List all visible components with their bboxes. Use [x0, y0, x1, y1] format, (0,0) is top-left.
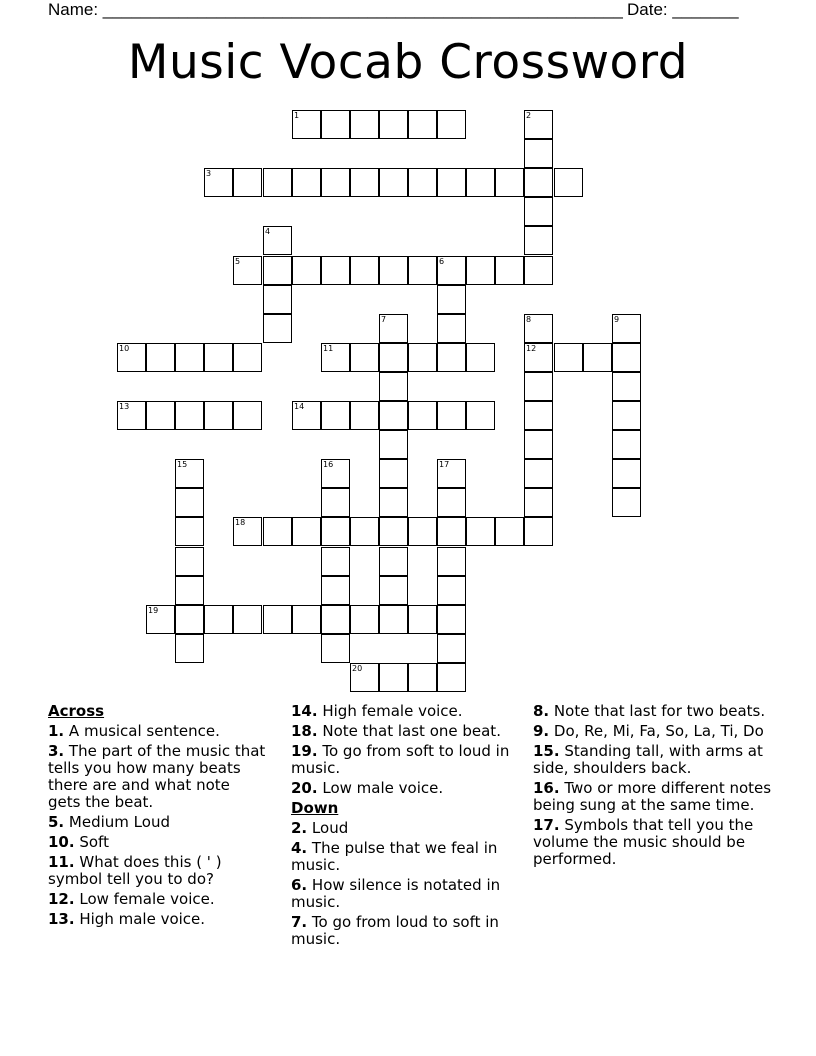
grid-cell[interactable] [321, 256, 350, 285]
grid-cell[interactable] [175, 576, 204, 605]
grid-cell[interactable] [321, 110, 350, 139]
clue-across-1 [48, 723, 266, 740]
clue-number-label: 8 [526, 315, 532, 324]
grid-cell[interactable] [379, 576, 408, 605]
grid-cell[interactable] [524, 430, 553, 459]
grid-cell[interactable] [408, 256, 437, 285]
clues-column-1 [48, 703, 266, 931]
clue-across-10 [48, 834, 266, 851]
grid-cell[interactable] [321, 547, 350, 576]
clue-number: 17. [533, 816, 560, 834]
grid-cell[interactable] [437, 285, 466, 314]
clue-text: To go from loud to soft in music. [291, 913, 499, 948]
clue-text: The part of the music that tells you how many beats there are and what note gets the beat. [48, 742, 266, 811]
clue-number: 12. [48, 890, 75, 908]
grid-cell[interactable] [263, 168, 292, 197]
grid-cell[interactable] [408, 168, 437, 197]
grid-cell[interactable] [321, 401, 350, 430]
grid-cell[interactable] [437, 663, 466, 692]
grid-cell[interactable] [408, 110, 437, 139]
clue-number-label: 19 [148, 606, 159, 615]
clue-number: 10. [48, 833, 75, 851]
grid-cell[interactable] [204, 343, 233, 372]
clue-text: To go from soft to loud in music. [291, 742, 510, 777]
grid-cell[interactable] [350, 110, 379, 139]
clue-across-19 [291, 743, 521, 777]
grid-cell[interactable] [379, 372, 408, 401]
grid-cell[interactable] [437, 401, 466, 430]
grid-cell[interactable] [612, 372, 641, 401]
across-heading: Across [48, 702, 105, 720]
grid-cell[interactable] [524, 139, 553, 168]
grid-cell[interactable] [175, 634, 204, 663]
clue-number: 9. [533, 722, 550, 740]
clue-across-20 [291, 780, 521, 797]
grid-cell[interactable] [263, 605, 292, 634]
grid-cell[interactable] [321, 576, 350, 605]
grid-cell[interactable] [495, 168, 524, 197]
clue-down-4 [291, 840, 521, 874]
grid-cell[interactable] [379, 110, 408, 139]
grid-cell[interactable] [495, 517, 524, 546]
clue-text: High female voice. [322, 702, 463, 720]
grid-cell[interactable] [175, 488, 204, 517]
clue-text: A musical sentence. [68, 722, 220, 740]
clue-down-7 [291, 914, 521, 948]
clue-number: 5. [48, 813, 65, 831]
clue-down-16 [533, 780, 773, 814]
grid-cell[interactable] [524, 256, 553, 285]
grid-cell[interactable] [612, 488, 641, 517]
grid-cell[interactable] [350, 401, 379, 430]
clue-down-9 [533, 723, 773, 740]
clue-number: 20. [291, 779, 318, 797]
grid-cell[interactable] [233, 343, 262, 372]
grid-cell[interactable] [583, 343, 612, 372]
clue-number: 13. [48, 910, 75, 928]
clue-number-label: 4 [265, 227, 271, 236]
clue-number-label: 2 [526, 111, 532, 120]
grid-cell[interactable] [204, 401, 233, 430]
grid-cell[interactable] [146, 343, 175, 372]
grid-cell[interactable] [612, 401, 641, 430]
clue-text: The pulse that we feal in music. [291, 839, 498, 874]
clue-across-13 [48, 911, 266, 928]
down-heading: Down [291, 799, 339, 817]
grid-cell[interactable] [379, 343, 408, 372]
clue-text: Two or more different notes being sung at the same time. [533, 779, 772, 814]
page-title: Music Vocab Crossword [127, 35, 689, 90]
grid-cell[interactable] [321, 517, 350, 546]
clue-text: Note that last for two beats. [553, 702, 766, 720]
clue-number: 14. [291, 702, 318, 720]
clue-across-18 [291, 723, 521, 740]
grid-cell[interactable] [524, 372, 553, 401]
grid-cell[interactable] [350, 256, 379, 285]
grid-cell[interactable] [524, 517, 553, 546]
grid-cell[interactable] [524, 197, 553, 226]
clue-number-label: 20 [352, 664, 363, 673]
clue-number-label: 17 [439, 460, 450, 469]
clue-number: 8. [533, 702, 550, 720]
grid-cell[interactable] [146, 401, 175, 430]
clue-text: Note that last one beat. [322, 722, 501, 740]
clue-number: 2. [291, 819, 308, 837]
grid-cell[interactable] [408, 401, 437, 430]
clue-across-3 [48, 743, 266, 811]
clue-number-label: 16 [323, 460, 334, 469]
clue-number-label: 10 [119, 344, 130, 353]
grid-cell[interactable] [524, 226, 553, 255]
clue-number: 16. [533, 779, 560, 797]
clue-text: Loud [311, 819, 349, 837]
grid-cell[interactable] [408, 343, 437, 372]
clue-text: Do, Re, Mi, Fa, So, La, Ti, Do [553, 722, 764, 740]
grid-cell[interactable] [524, 401, 553, 430]
grid-cell[interactable] [321, 488, 350, 517]
clue-number-label: 1 [294, 111, 300, 120]
grid-cell[interactable] [437, 343, 466, 372]
grid-cell[interactable] [379, 168, 408, 197]
grid-cell[interactable] [379, 430, 408, 459]
grid-cell[interactable] [379, 488, 408, 517]
grid-cell[interactable] [321, 634, 350, 663]
clue-number: 3. [48, 742, 65, 760]
clue-text: How silence is notated in music. [291, 876, 501, 911]
grid-cell[interactable] [350, 343, 379, 372]
grid-cell[interactable] [233, 401, 262, 430]
grid-cell[interactable] [379, 256, 408, 285]
grid-cell[interactable] [379, 663, 408, 692]
grid-cell[interactable] [292, 168, 321, 197]
grid-cell[interactable] [379, 605, 408, 634]
clue-number: 4. [291, 839, 308, 857]
clue-text: Symbols that tell you the volume the music should be performed. [533, 816, 754, 868]
grid-cell[interactable] [437, 634, 466, 663]
grid-cell[interactable] [408, 663, 437, 692]
clue-text: Standing tall, with arms at side, shoulders back. [533, 742, 763, 777]
grid-cell[interactable] [292, 517, 321, 546]
grid-cell[interactable] [554, 168, 583, 197]
grid-cell[interactable] [437, 605, 466, 634]
grid-cell[interactable] [437, 547, 466, 576]
grid-cell[interactable] [437, 517, 466, 546]
clue-number: 15. [533, 742, 560, 760]
grid-cell[interactable] [233, 168, 262, 197]
grid-cell[interactable] [233, 605, 262, 634]
grid-cell[interactable] [437, 488, 466, 517]
grid-cell[interactable] [408, 605, 437, 634]
grid-cell[interactable] [466, 517, 495, 546]
name-field-label: Name: _______________________________________________________ [48, 0, 623, 19]
grid-cell[interactable] [379, 547, 408, 576]
clue-down-6 [291, 877, 521, 911]
grid-cell[interactable] [175, 605, 204, 634]
grid-cell[interactable] [350, 517, 379, 546]
grid-cell[interactable] [466, 256, 495, 285]
grid-cell[interactable] [350, 605, 379, 634]
clue-down-2 [291, 820, 521, 837]
grid-cell[interactable] [495, 256, 524, 285]
clue-number: 19. [291, 742, 318, 760]
grid-cell[interactable] [437, 576, 466, 605]
clue-number: 7. [291, 913, 308, 931]
grid-cell[interactable] [379, 459, 408, 488]
clue-down-17 [533, 817, 773, 868]
clue-number-label: 9 [614, 315, 620, 324]
clues-column-2 [291, 703, 521, 951]
grid-cell[interactable] [612, 430, 641, 459]
clue-number: 6. [291, 876, 308, 894]
clue-number-label: 11 [323, 344, 334, 353]
clue-number-label: 13 [119, 402, 130, 411]
grid-cell[interactable] [466, 401, 495, 430]
grid-cell[interactable] [321, 605, 350, 634]
grid-cell[interactable] [554, 343, 583, 372]
grid-cell[interactable] [263, 517, 292, 546]
grid-cell[interactable] [437, 110, 466, 139]
grid-cell[interactable] [612, 459, 641, 488]
clue-down-8 [533, 703, 773, 720]
clue-down-15 [533, 743, 773, 777]
grid-cell[interactable] [175, 517, 204, 546]
clue-text: Low female voice. [79, 890, 215, 908]
grid-cell[interactable] [350, 168, 379, 197]
grid-cell[interactable] [175, 547, 204, 576]
clue-text: Low male voice. [322, 779, 444, 797]
clue-across-14 [291, 703, 521, 720]
clue-number-label: 18 [235, 518, 246, 527]
clue-number: 1. [48, 722, 65, 740]
grid-cell[interactable] [175, 343, 204, 372]
clue-number-label: 12 [526, 344, 537, 353]
grid-cell[interactable] [524, 168, 553, 197]
date-field-label: Date: _______ [627, 0, 739, 19]
clue-text: Medium Loud [68, 813, 170, 831]
clue-text: High male voice. [79, 910, 206, 928]
clue-number-label: 7 [381, 315, 387, 324]
clue-across-5 [48, 814, 266, 831]
grid-cell[interactable] [292, 256, 321, 285]
grid-cell[interactable] [466, 343, 495, 372]
grid-cell[interactable] [263, 314, 292, 343]
clue-number-label: 5 [235, 257, 241, 266]
grid-cell[interactable] [321, 168, 350, 197]
clue-across-11 [48, 854, 266, 888]
grid-cell[interactable] [292, 605, 321, 634]
clue-number-label: 6 [439, 257, 445, 266]
clue-number: 11. [48, 853, 75, 871]
clue-number-label: 14 [294, 402, 305, 411]
grid-cell[interactable] [437, 168, 466, 197]
clue-text: Soft [79, 833, 109, 851]
grid-cell[interactable] [263, 285, 292, 314]
clue-number-label: 15 [177, 460, 188, 469]
grid-cell[interactable] [175, 401, 204, 430]
grid-cell[interactable] [466, 168, 495, 197]
grid-cell[interactable] [612, 343, 641, 372]
grid-cell[interactable] [379, 401, 408, 430]
clue-number: 18. [291, 722, 318, 740]
clue-number-label: 3 [206, 169, 212, 178]
clue-text: What does this ( ' ) symbol tell you to do? [48, 853, 222, 888]
grid-cell[interactable] [263, 256, 292, 285]
grid-cell[interactable] [204, 605, 233, 634]
grid-cell[interactable] [379, 517, 408, 546]
grid-cell[interactable] [408, 517, 437, 546]
grid-cell[interactable] [524, 488, 553, 517]
clues-column-3 [533, 703, 773, 871]
grid-cell[interactable] [524, 459, 553, 488]
clue-across-12 [48, 891, 266, 908]
grid-cell[interactable] [437, 314, 466, 343]
